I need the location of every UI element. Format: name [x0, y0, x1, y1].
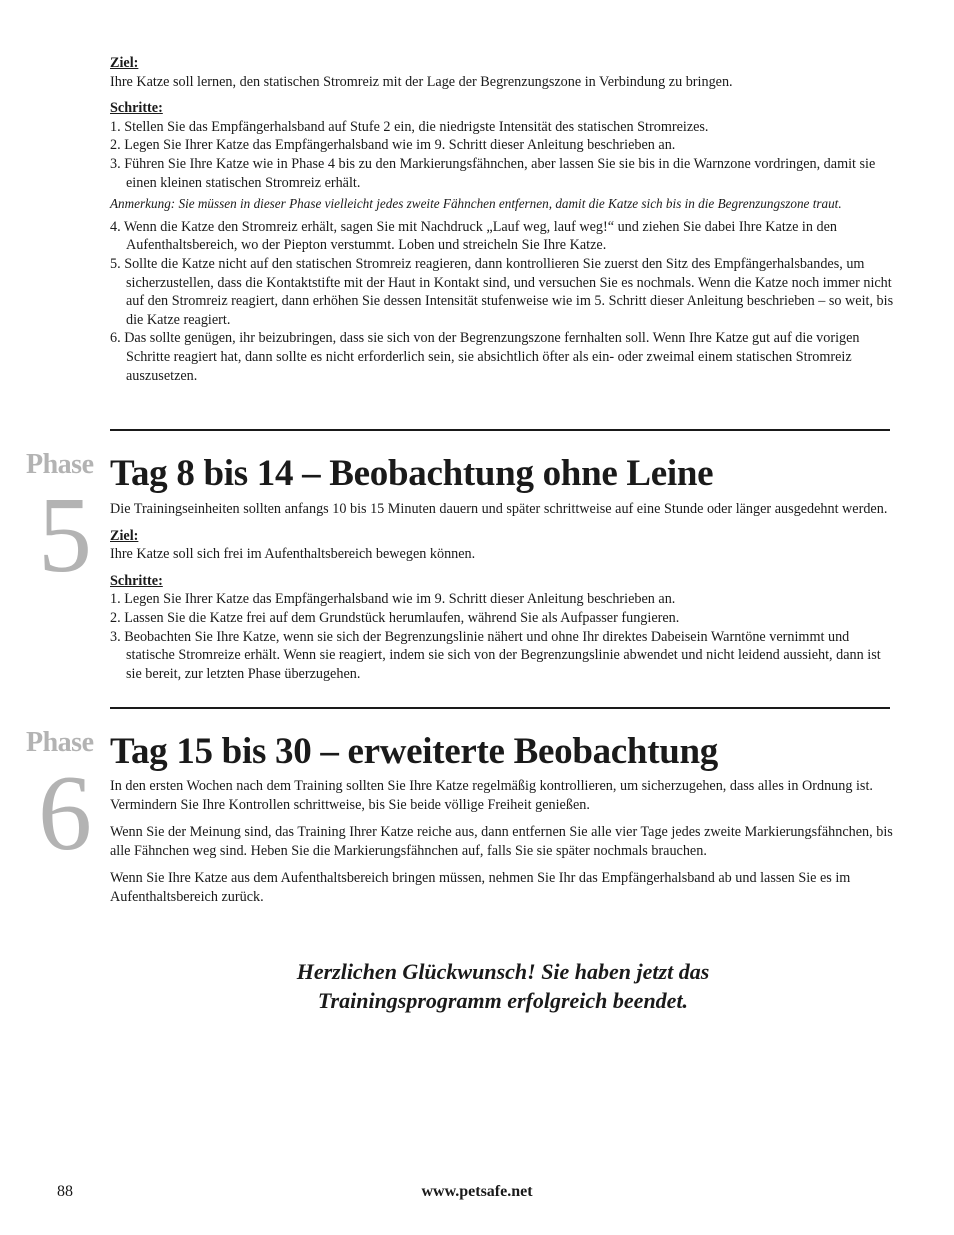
- list-item: 3. Führen Sie Ihre Katze wie in Phase 4 bis zu den Markierungsfähnchen, aber lassen Sie sie bis in die Warnzone vordringen, damit sie einen kleinen statischen Stromreiz erhält.: [110, 155, 876, 191]
- intro-section: [110, 54, 894, 385]
- goal-text: Ihre Katze soll sich frei im Aufenthaltsbereich bewegen können.: [110, 546, 476, 563]
- paragraph: Wenn Sie Ihre Katze aus dem Aufenthaltsbereich bringen müssen, nehmen Sie Ihr das Empfängerhalsband ab und lassen Sie es im Aufenthaltsbereich zurück.: [110, 870, 851, 905]
- page-number: 88: [57, 1183, 73, 1200]
- phase-6-label: Phase: [26, 727, 94, 758]
- phase-6-section: [110, 777, 894, 916]
- goal-label: Ziel:: [110, 527, 139, 544]
- phase-5-intro: Die Trainingseinheiten sollten anfangs 10 bis 15 Minuten dauern und später schrittweise auf eine Stunde oder länger ausgedehnt werden.: [110, 501, 888, 517]
- phase-5-number: 5: [38, 476, 92, 595]
- list-item: 6. Das sollte genügen, ihr beizubringen, dass sie sich von der Begrenzungszone fernhalten soll. Wenn Ihre Katze gut auf die vorigen Schritte reagiert hat, dann sollte es nicht erforderlich sein, sie absichtlich öfter als ein- oder zweimal einem statischen Stromreiz auszusetzen.: [110, 330, 860, 384]
- list-item: 4. Wenn die Katze den Stromreiz erhält, sagen Sie mit Nachdruck „Lauf weg, lauf weg!“ und ziehen Sie dabei Ihre Katze in den Aufenthaltsbereich, wo der Piepton verstummt. Loben und streicheln Sie Ihre Katze.: [110, 218, 837, 254]
- congrats-line-1: Herzlichen Glückwunsch! Sie haben jetzt das: [296, 959, 710, 984]
- steps-label: Schritte:: [110, 100, 163, 117]
- steps-label: Schritte:: [110, 572, 163, 589]
- goal-text: Ihre Katze soll lernen, den statischen Stromreiz mit der Lage der Begrenzungszone in Verbindung zu bringen.: [110, 73, 733, 90]
- congrats-line-2: Trainingsprogramm erfolgreich beendet.: [317, 988, 689, 1013]
- list-item: 5. Sollte die Katze nicht auf den statischen Stromreiz reagieren, dann kontrollieren Sie zuerst den Sitz des Empfängerhalsbandes, um sicherzustellen, dass die Kontaktstifte mit der Haut in Kontakt sind, und versuchen Sie es nochmals. Wenn die Katze noch immer nicht auf den Stromreiz reagiert, dann erhöhen Sie dessen Intensität stufenweise wie im 5. Schritt dieser Anleitung beschrieben – so weit, bis die Katze reagiert.: [110, 255, 894, 328]
- steps-list-b: [110, 218, 894, 385]
- phase-5-label: Phase: [26, 449, 94, 480]
- footer-url: www.petsafe.net: [421, 1183, 533, 1200]
- section-divider: [110, 707, 890, 709]
- congratulations-message: [150, 957, 856, 1015]
- list-item: 2. Lassen Sie die Katze frei auf dem Grundstück herumlaufen, während Sie als Aufpasser fungieren.: [110, 609, 680, 626]
- list-item: 1. Stellen Sie das Empfängerhalsband auf Stufe 2 ein, die niedrigste Intensität des statischen Stromreizes.: [110, 118, 709, 135]
- phase-6-number: 6: [38, 754, 92, 873]
- paragraph: In den ersten Wochen nach dem Training sollten Sie Ihre Katze regelmäßig kontrollieren, um sicherzugehen, dass alles in Ordnung ist. Vermindern Sie Ihre Kontrollen schrittweise, bis Sie beide völlige Freiheit genießen.: [110, 778, 873, 813]
- phase-5-heading: Tag 8 bis 14 – Beobachtung ohne Leine: [110, 453, 714, 494]
- steps-list-a: [110, 118, 894, 192]
- steps-list: [110, 590, 894, 683]
- note-text: Anmerkung: Sie müssen in dieser Phase vielleicht jedes zweite Fähnchen entfernen, damit die Katze sich bis in die Begrenzungszone traut.: [110, 196, 842, 212]
- list-item: 2. Legen Sie Ihrer Katze das Empfängerhalsband wie im 9. Schritt dieser Anleitung beschrieben an.: [110, 137, 676, 154]
- paragraph: Wenn Sie der Meinung sind, das Training Ihrer Katze reiche aus, dann entfernen Sie alle vier Tage jedes zweite Markierungsfähnchen, bis alle Fähnchen weg sind. Heben Sie die Markierungsfähnchen auf, falls Sie sie später nochmals brauchen.: [110, 824, 893, 859]
- goal-label: Ziel:: [110, 55, 139, 71]
- phase-5-section: [110, 500, 894, 683]
- list-item: 1. Legen Sie Ihrer Katze das Empfängerhalsband wie im 9. Schritt dieser Anleitung beschrieben an.: [110, 591, 676, 608]
- section-divider: [110, 429, 890, 431]
- list-item: 3. Beobachten Sie Ihre Katze, wenn sie sich der Begrenzungslinie nähert und ohne Ihr direktes Dabeisein Warntöne vernimmt und statische Stromreize erhält. Wenn sie reagiert, indem sie sich von der Begrenzungslinie abwendet und nicht leidend aussieht, dann ist sie bereit, zur letzten Phase überzugehen.: [110, 628, 881, 682]
- phase-6-heading: Tag 15 bis 30 – erweiterte Beobachtung: [110, 731, 718, 772]
